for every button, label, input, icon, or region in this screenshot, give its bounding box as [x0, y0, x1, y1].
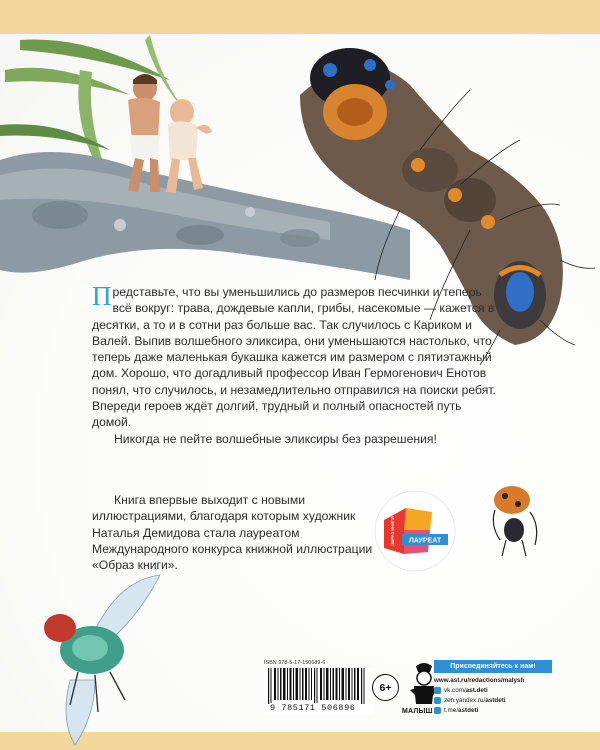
- social-header: Присоединяйтесь к нам!: [434, 660, 552, 673]
- barcode: [264, 668, 374, 714]
- laureate-badge: [374, 490, 456, 572]
- children-characters: [128, 74, 212, 193]
- social-link-prefix: t.me/: [444, 707, 458, 714]
- publisher-name: МАЛЫШ: [402, 708, 433, 715]
- isbn-block: [264, 660, 374, 714]
- social-link-telegram[interactable]: [434, 707, 552, 714]
- book-info-paragraph: Книга впервые выходит с новыми иллюстрациями, благодаря которым художник Наталья Демидова стала лауреатом Международного конкурса книжной иллюстрации «Образ книги».: [92, 493, 373, 573]
- laureate-word: ЛАУРЕАТ: [408, 537, 442, 545]
- age-rating-badge: 6+: [372, 674, 399, 701]
- isbn-label: ISBN 978-5-17-150689-6: [264, 660, 326, 666]
- laureate-side-text: ОБРАЗ КНИГИ: [390, 516, 395, 546]
- vk-icon: [434, 687, 441, 694]
- social-link-prefix: zen.yandex.ru/: [444, 697, 486, 704]
- paragraph-1-body: редставьте, что вы уменьшились до размеров песчинки и теперь всё вокруг: трава, дождевые капли, грибы, насекомые — кажется в десятки, а то и в сотни раз больше вас. Так случилось с Кариком и Валей. Выпив волшебного эликсира, они уменьшаются настолько, что теперь даже маленькая букашка кажется им размером с пятиэтажный дом. Хорошо, что догадливый профессор Иван Гермогенович Енотов понял, что случилось, и незамедлительно отправился на поиски ребят. Впереди героев ждёт долгий, трудный и полный опасностей путь домой.: [92, 285, 496, 430]
- barcode-digits: 9 785171 506896: [270, 703, 356, 713]
- paragraph-1: [92, 281, 502, 431]
- telegram-icon: [434, 707, 441, 714]
- social-link-handle: astdeti: [458, 707, 479, 714]
- fly: [44, 575, 160, 745]
- barcode-bars: [264, 668, 374, 704]
- description-text: [92, 281, 502, 447]
- social-links-block: [434, 660, 552, 717]
- social-link-handle: ast.deti: [465, 687, 488, 694]
- drop-cap: П: [92, 281, 112, 311]
- website-link[interactable]: www.ast.ru/redactions/malysh: [434, 677, 525, 684]
- warning-paragraph: Никогда не пейте волшебные эликсиры без разрешения!: [114, 431, 437, 446]
- social-link-vk[interactable]: [434, 687, 552, 694]
- social-link-prefix: vk.com/: [444, 687, 466, 694]
- zen-icon: [434, 697, 441, 704]
- ladybug: [493, 486, 536, 556]
- social-link-zen[interactable]: [434, 697, 552, 704]
- social-link-handle: astdeti: [485, 697, 506, 704]
